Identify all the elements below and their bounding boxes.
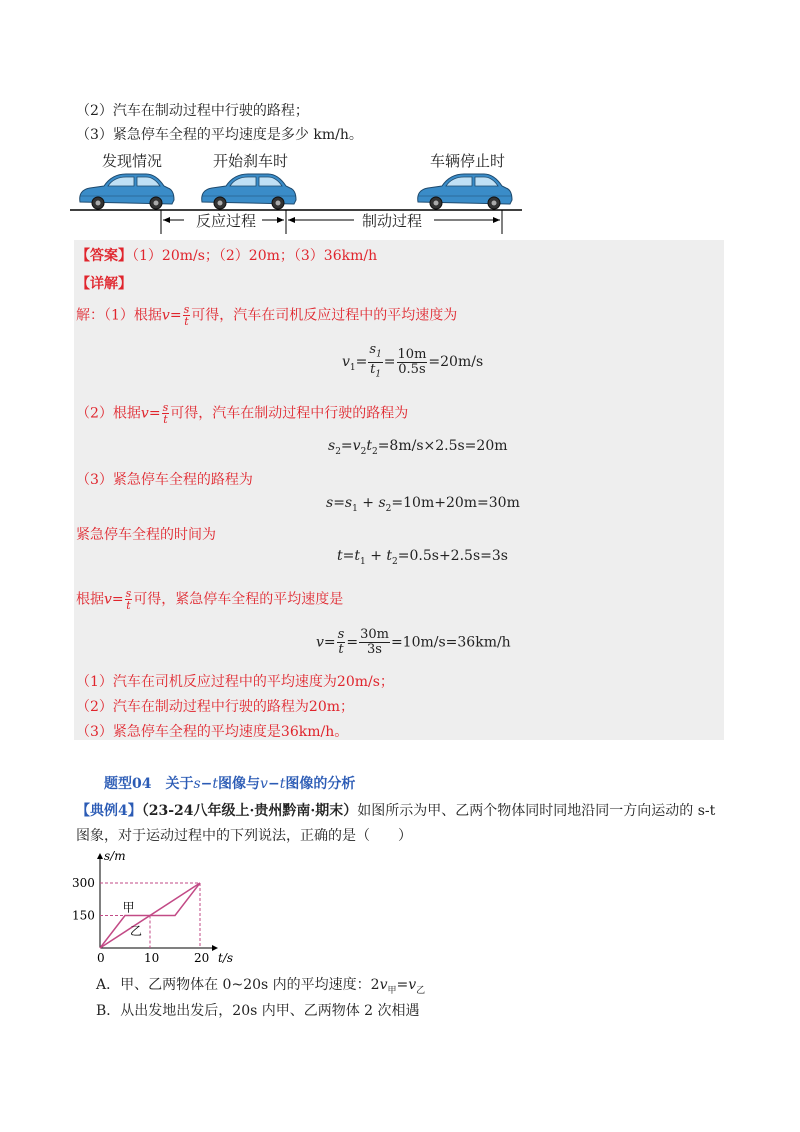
- option-b: B．从出发地出发后，20s 内甲、乙两物体 2 次相遇: [96, 1003, 420, 1019]
- equation-3: $s=s_1 + s_2=10m+20m=30m$: [326, 495, 520, 514]
- solution-line-1: 解：（1）根据v= $\frac{s}{t}$ 可得，汽车在司机反应过程中的平均速度为: [76, 303, 458, 328]
- y-tick-label: 150: [72, 908, 95, 923]
- y-tick-label: 300: [72, 875, 95, 890]
- equation-2: $s_2=v_2t_2=8m/s\times 2.5s=20m$: [328, 438, 508, 457]
- line5-post: 可得，紧急停车全程的平均速度是: [133, 591, 344, 608]
- eq2-result: =8m/s×2.5s=20m: [377, 438, 508, 454]
- equation-5: v= $\frac{s}{t}$ = $\frac{30m}{3s}$ =10m/s=36km/h: [316, 627, 511, 657]
- solution-line-5: 根据v= $\frac{s}{t}$ 可得，紧急停车全程的平均速度是: [76, 587, 344, 612]
- section-title-post: 图像的分析: [285, 776, 356, 792]
- detail-tag: 【详解】: [76, 276, 132, 292]
- label-braking: 制动过程: [362, 212, 423, 230]
- option-a-text: A．甲、乙两物体在 0~20s 内的平均速度：2: [96, 977, 380, 993]
- line2-post: 可得，汽车在制动过程中行驶的路程为: [170, 405, 409, 422]
- example-source: （23-24八年级上·贵州黔南·期末）: [141, 803, 358, 819]
- option-a: A．甲、乙两物体在 0~20s 内的平均速度：$2v_甲=v_乙$: [96, 977, 426, 996]
- series-label-2: 乙: [130, 923, 143, 938]
- conclusion-3: （3）紧急停车全程的平均速度是36km/h。: [76, 724, 349, 740]
- line2-pre: （2）根据: [76, 405, 141, 422]
- label-brake-start: 开始刹车时: [213, 152, 289, 170]
- equation-4: $t=t_1 + t_2=0.5s+2.5s=3s$: [337, 548, 508, 567]
- label-discover: 发现情况: [102, 152, 163, 170]
- y-axis-label: s/m: [104, 849, 126, 863]
- example-line-2: 图象，对于运动过程中的下列说法，正确的是（ ）: [76, 828, 412, 844]
- y-axis-arrow: [97, 853, 103, 859]
- equation-1: $v_1=$ $\frac{s_1}{t_1}$ = $\frac{10m}{0.5s}$ =20m/s: [342, 342, 484, 380]
- eq5-result: =10m/s=36km/h: [390, 634, 511, 651]
- x-axis-label: t/s: [218, 951, 234, 965]
- x-tick-label: 0: [97, 951, 105, 965]
- answer-tag: 【答案】: [76, 248, 132, 264]
- question-2: （2）汽车在制动过程中行驶的路程；: [76, 103, 309, 119]
- st-chart: [70, 848, 250, 968]
- road-diagram: [70, 168, 530, 238]
- question-3: （3）紧急停车全程的平均速度是多少 km/h。: [76, 127, 363, 143]
- car-2: [202, 174, 296, 209]
- section-title: 题型04 关于s−t图像与v−t图像的分析: [104, 776, 356, 792]
- example-text-1: 如图所示为甲、乙两个物体同时同地沿同一方向运动的 s-t: [357, 803, 716, 819]
- line5-pre: 根据: [76, 591, 104, 608]
- line1-post: 可得，汽车在司机反应过程中的平均速度为: [191, 307, 458, 324]
- solution-line-2: （2）根据v= $\frac{s}{t}$ 可得，汽车在制动过程中行驶的路程为: [76, 401, 409, 426]
- conclusion-2: （2）汽车在制动过程中行驶的路程为20m；: [76, 699, 354, 715]
- conclusion-1: （1）汽车在司机反应过程中的平均速度为20m/s；: [76, 674, 394, 690]
- section-title-mid: 图像与: [218, 776, 261, 792]
- x-tick-label: 10: [144, 951, 160, 965]
- example-line-1: [76, 800, 715, 820]
- example-tag: 【典例4】: [76, 803, 142, 819]
- eq1-result: =20m/s: [428, 354, 484, 371]
- eq4-result: =0.5s+2.5s=3s: [397, 548, 508, 564]
- label-stop: 车辆停止时: [430, 152, 506, 170]
- eq3-result: =10m+20m=30m: [391, 495, 520, 511]
- line1-pre: 解：（1）根据: [76, 307, 162, 324]
- answer-label: [76, 245, 377, 265]
- car-1: [80, 174, 174, 209]
- car-3: [418, 174, 512, 209]
- series-label-1: 甲: [122, 900, 135, 915]
- x-tick-label: 20: [194, 951, 210, 965]
- label-reaction: 反应过程: [196, 212, 257, 230]
- solution-line-4: 紧急停车全程的时间为: [76, 527, 216, 543]
- section-title-pre: 题型04 关于: [104, 776, 194, 792]
- solution-line-3: （3）紧急停车全程的路程为: [76, 472, 253, 488]
- answer-text: （1）20m/s；（2）20m；（3）36km/h: [132, 248, 378, 264]
